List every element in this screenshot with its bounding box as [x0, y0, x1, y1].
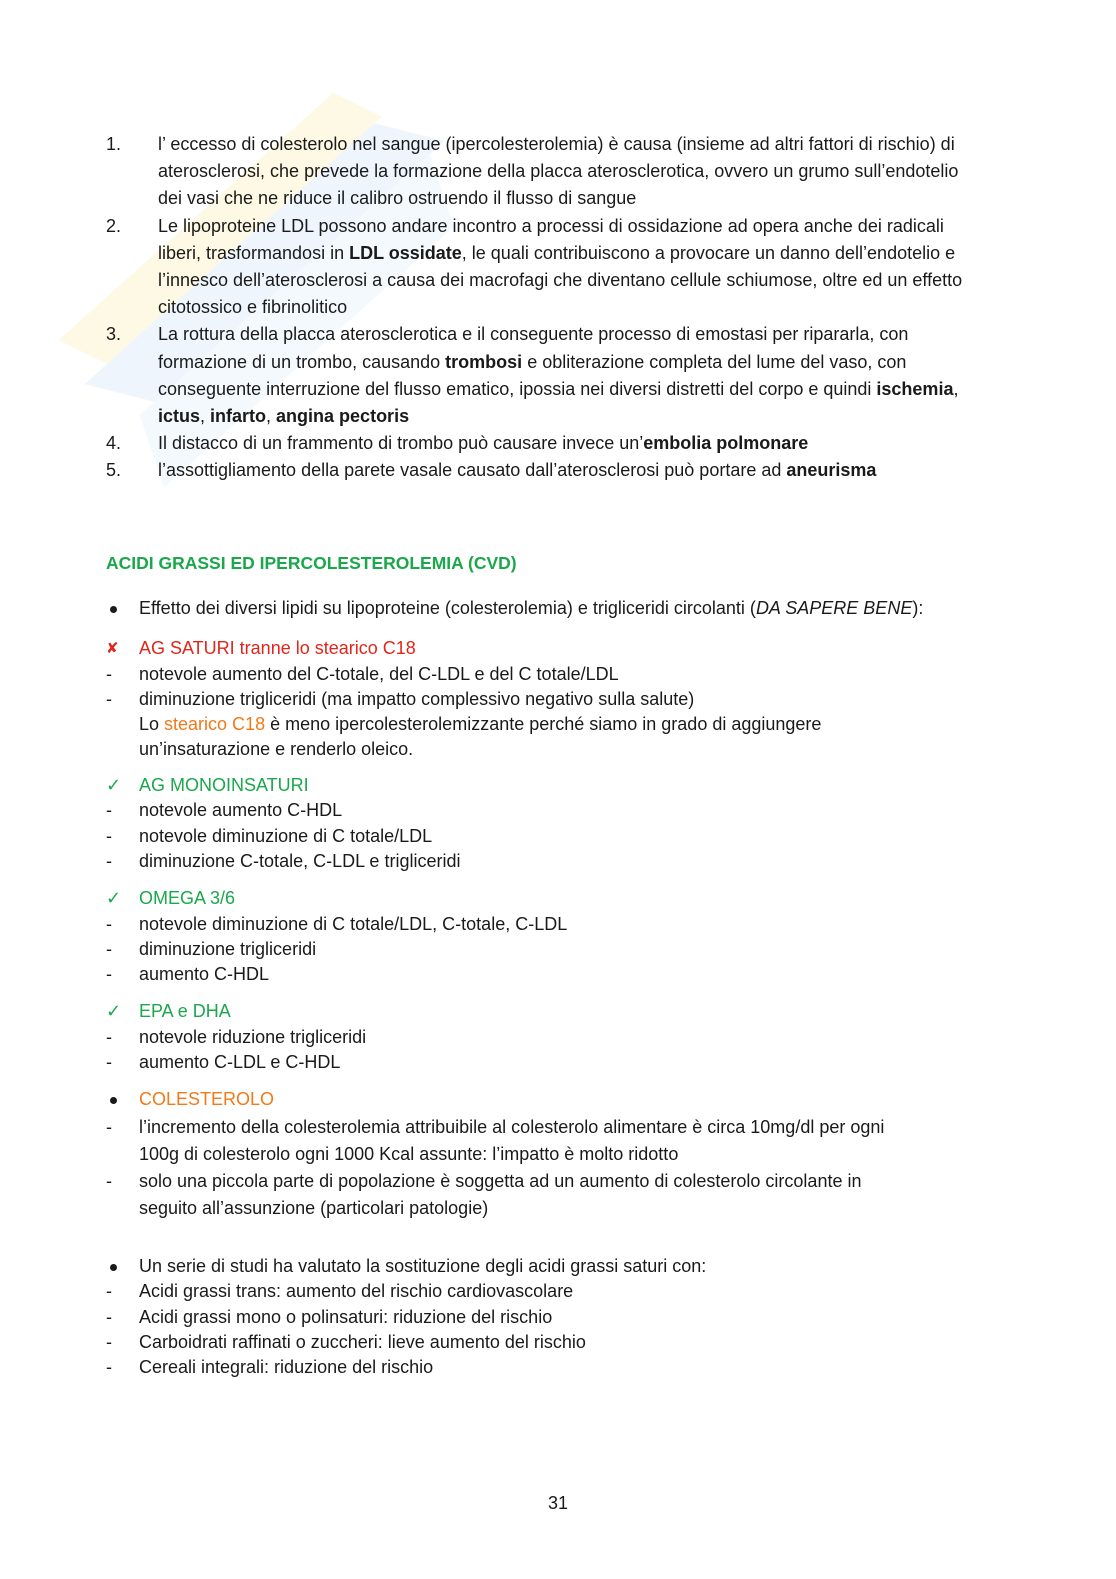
- list-item: - diminuzione trigliceridi (ma impatto complessivo negativo sulla salute): [106, 689, 695, 709]
- list-item: - solo una piccola parte di popolazione è soggetta ad un aumento di colesterolo circolante in seguito all’assunzione (particolari patologie): [106, 1171, 862, 1218]
- bullet-icon: [110, 1264, 117, 1271]
- bullet-icon: [110, 606, 117, 613]
- item-text: l’assottigliamento della parete vasale causato dall’aterosclerosi può portare ad aneurisma: [158, 460, 877, 481]
- numbered-list: [106, 131, 986, 485]
- check-icon: ✓: [106, 1001, 122, 1021]
- item-text: Il distacco di un frammento di trombo può causare invece un’embolia polmonare: [158, 433, 809, 454]
- numbered-item: [106, 457, 986, 484]
- page-number: 31: [547, 1493, 569, 1513]
- section-title: ACIDI GRASSI ED IPERCOLESTEROLEMIA (CVD): [106, 553, 517, 573]
- intro-bullet: Effetto dei diversi lipidi su lipoproteine (colesterolemia) e trigliceridi circolanti (DA SAPERE BENE):: [106, 596, 986, 621]
- item-number: 1.: [106, 134, 122, 154]
- saturi-note-line2: un’insaturazione e renderlo oleico.: [139, 739, 414, 759]
- cross-icon: ✘: [106, 640, 119, 657]
- numbered-item: [106, 321, 986, 430]
- saturi-note: Lo stearico C18 è meno ipercolesterolemizzante perché siamo in grado di aggiungere: [139, 714, 822, 734]
- studi-intro: Un serie di studi ha valutato la sostituzione degli acidi grassi saturi con:: [106, 1254, 986, 1279]
- list-item: - notevole diminuzione di C totale/LDL, C-totale, C-LDL: [106, 914, 568, 934]
- epa-heading: ✓ EPA e DHA: [106, 999, 986, 1024]
- item-number: 2.: [106, 215, 122, 236]
- list-item: - aumento C-LDL e C-HDL: [106, 1052, 341, 1072]
- check-icon: ✓: [106, 775, 122, 795]
- check-icon: ✓: [106, 888, 122, 908]
- list-item: - diminuzione C-totale, C-LDL e trigliceridi: [106, 851, 461, 871]
- colesterolo-heading: COLESTEROLO: [106, 1087, 986, 1112]
- item-number: 4.: [106, 433, 122, 454]
- item-number: 3.: [106, 324, 122, 345]
- numbered-item: [106, 213, 986, 322]
- item-text: l’ eccesso di colesterolo nel sangue (ipercolesterolemia) è causa (insieme ad altri fattori di rischio) di aterosclerosi, che prevede la formazione della placca aterosclerotica, ovvero un grumo sull’endotelio dei vasi che ne riduce il calibro ostruendo il flusso di sangue: [158, 134, 959, 209]
- list-item: - notevole aumento del C-totale, del C-LDL e del C totale/LDL: [106, 664, 619, 684]
- item-number: 5.: [106, 460, 122, 481]
- list-item: - notevole diminuzione di C totale/LDL: [106, 826, 433, 846]
- list-item: - notevole riduzione trigliceridi: [106, 1027, 367, 1047]
- numbered-item: [106, 430, 986, 457]
- list-item: - Acidi grassi trans: aumento del rischio cardiovascolare: [106, 1281, 574, 1301]
- numbered-item: [106, 131, 986, 213]
- monoinsaturi-heading: ✓ AG MONOINSATURI: [106, 773, 986, 798]
- list-item: - l’incremento della colesterolemia attribuibile al colesterolo alimentare è circa 10mg/dl per ogni 100g di colesterolo ogni 1000 Kcal assunte: l’impatto è molto ridotto: [106, 1117, 885, 1164]
- item-text: La rottura della placca aterosclerotica e il conseguente processo di emostasi per ripararla, con formazione di un trombo, causando trombosi e obliterazione completa del lume del vaso, con conseguente interruzione del flusso ematico, ipossia nei diversi distretti del corpo e quindi ischemia, ictus, infarto, angina pectoris: [158, 324, 959, 427]
- list-item: - notevole aumento C-HDL: [106, 800, 343, 820]
- list-item: - Carboidrati raffinati o zuccheri: lieve aumento del rischio: [106, 1332, 586, 1352]
- list-item: - Acidi grassi mono o polinsaturi: riduzione del rischio: [106, 1307, 553, 1327]
- saturi-heading: ✘ AG SATURI tranne lo stearico C18: [106, 636, 986, 661]
- list-item: - aumento C-HDL: [106, 964, 270, 984]
- list-item: - diminuzione trigliceridi: [106, 939, 317, 959]
- list-item: - Cereali integrali: riduzione del rischio: [106, 1357, 434, 1377]
- omega-heading: ✓ OMEGA 3/6: [106, 886, 986, 911]
- item-text: Le lipoproteine LDL possono andare incontro a processi di ossidazione ad opera anche dei radicali liberi, trasformandosi in LDL ossidate, le quali contribuiscono a provocare un danno dell’endotelio e l’innesco dell’aterosclerosi a causa dei macrofagi che diventano cellule schiumose, oltre ed un effetto citotossico e fibrinolitico: [158, 215, 963, 318]
- bullet-icon: [110, 1097, 117, 1104]
